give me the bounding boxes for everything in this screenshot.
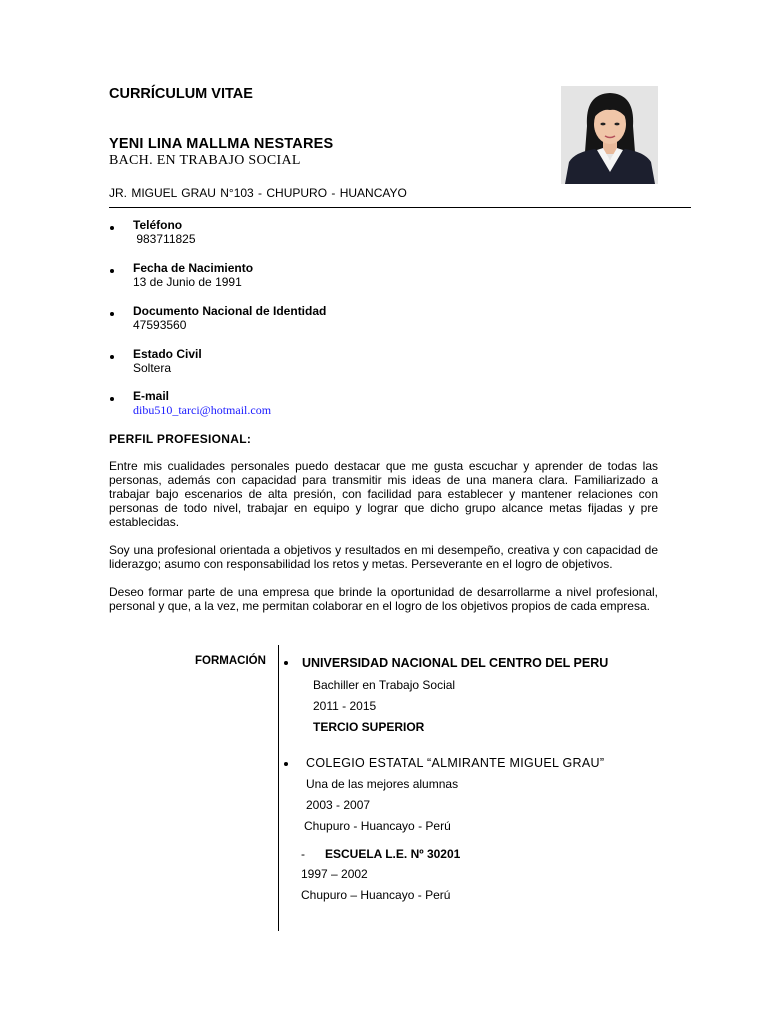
birth-value: 13 de Junio de 1991	[133, 275, 242, 289]
bullet-icon	[110, 397, 114, 401]
primary-school-years: 1997 – 2002	[301, 867, 368, 881]
contact-phone	[133, 218, 196, 246]
phone-value: 983711825	[133, 232, 196, 246]
profile-paragraph-2: Soy una profesional orientada a objetivos y resultados en mi desempeño, creativa y con capacidad de liderazgo; asumo con responsabilidad los retos y metas. Perseverante en el logro de objetivos.	[109, 543, 658, 571]
profile-paragraph-3: Deseo formar parte de una empresa que brinde la oportunidad de desarrollarme a nivel profesional, personal y que, a la vez, me permitan colaborar en el logro de los objetivos propios de cada empresa.	[109, 585, 658, 613]
primary-school-name: ESCUELA L.E. Nº 30201	[325, 847, 461, 861]
email-link[interactable]: dibu510_tarci@hotmail.com	[133, 403, 272, 417]
profile-photo	[561, 86, 658, 184]
primary-school-place: Chupuro – Huancayo - Perú	[301, 888, 451, 902]
school-note: Una de las mejores alumnas	[306, 777, 459, 791]
university-name: UNIVERSIDAD NACIONAL DEL CENTRO DEL PERU	[302, 656, 609, 670]
candidate-address: JR. MIGUEL GRAU N°103 - CHUPURO - HUANCAYO	[109, 186, 407, 200]
bullet-icon	[110, 269, 114, 273]
university-degree: Bachiller en Trabajo Social	[313, 678, 456, 692]
school-years: 2003 - 2007	[306, 798, 371, 812]
bullet-icon	[110, 312, 114, 316]
bullet-icon	[110, 226, 114, 230]
profile-heading: PERFIL PROFESIONAL:	[109, 432, 252, 446]
bullet-icon	[284, 661, 288, 665]
contact-dni	[133, 304, 326, 332]
contact-email	[133, 389, 271, 417]
primary-dash: -	[301, 847, 305, 861]
bullet-icon	[284, 762, 288, 766]
education-divider	[278, 645, 279, 931]
civil-label: Estado Civil	[133, 347, 202, 361]
dni-value: 47593560	[133, 318, 187, 332]
header-divider	[109, 207, 691, 208]
education-label: FORMACIÓN	[195, 655, 266, 667]
bullet-icon	[110, 355, 114, 359]
birth-label: Fecha de Nacimiento	[133, 261, 254, 275]
contact-birth	[133, 261, 253, 289]
university-years: 2011 - 2015	[313, 699, 377, 713]
document-title: CURRÍCULUM VITAE	[109, 86, 253, 102]
candidate-degree: BACH. EN TRABAJO SOCIAL	[109, 153, 301, 168]
dni-label: Documento Nacional de Identidad	[133, 304, 327, 318]
contact-civil	[133, 347, 202, 375]
school-name: COLEGIO ESTATAL “ALMIRANTE MIGUEL GRAU”	[306, 756, 605, 770]
phone-label: Teléfono	[133, 218, 183, 232]
school-place: Chupuro - Huancayo - Perú	[304, 819, 451, 833]
profile-paragraph-1: Entre mis cualidades personales puedo destacar que me gusta escuchar y aprender de todas las personas, además con capacidad para transmitir mis ideas de una manera clara. Familiarizado a trabajar bajo escenarios de alta presión, con facilidad para establecer y mantener relaciones con personas de todo nivel, trabajar en equipo y lograr que dicho grupo alcance metas fijadas y pre establecidas.	[109, 459, 658, 529]
candidate-name: YENI LINA MALLMA NESTARES	[109, 136, 334, 152]
university-level: TERCIO SUPERIOR	[313, 720, 425, 734]
civil-value: Soltera	[133, 361, 172, 375]
email-label: E-mail	[133, 389, 170, 403]
